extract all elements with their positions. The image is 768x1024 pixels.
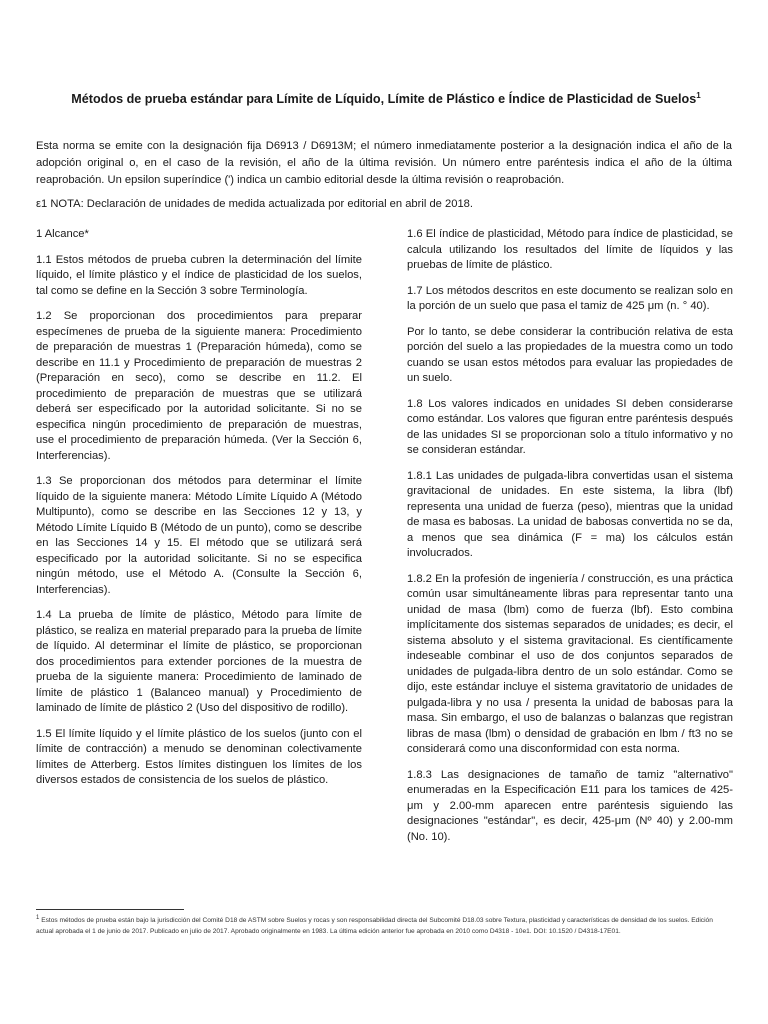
title-text: Métodos de prueba estándar para Límite de Líquido, Límite de Plástico e Índice de Plasticidad de Suelos xyxy=(71,92,697,107)
paragraph-1-4: 1.4 La prueba de límite de plástico, Método para límite de plástico, se realiza en material preparado para la prueba de límite de líquido. Al determinar el límite de plástico, se proporcionan dos procedimientos para extender porciones de la muestra de prueba de la siguiente manera: Procedimiento de laminado de límite de plástico 1 (Balanceo manual) y Procedimiento de laminado de límite de plástico 2 (Uso del dispositivo de rodillo). xyxy=(36,609,362,714)
paragraph-1-1: 1.1 Estos métodos de prueba cubren la determinación del límite líquido, el límite plástico y el índice de plasticidad de los suelos, tal como se define en la Sección 3 sobre Terminología. xyxy=(36,253,362,297)
paragraph-1-8-1: 1.8.1 Las unidades de pulgada-libra convertidas usan el sistema gravitacional de unidades. En este sistema, la libra (lbf) representa una unidad de fuerza (peso), mientras que la unidad de masa es babosas. La unidad de babosas convertida no se da, a menos que sea dinámica (F = ma) los cálculos están involucrados. xyxy=(407,469,733,559)
intro-section xyxy=(36,138,732,220)
paragraph-1-6: 1.6 El índice de plasticidad, Método para índice de plasticidad, se calcula utilizando los resultados del límite de líquidos y las pruebas de límite de plástico. xyxy=(407,228,733,271)
paragraph-1-2: 1.2 Se proporcionan dos procedimientos para preparar especímenes de prueba de la siguiente manera: Procedimiento de preparación de muestras 1 (Preparación húmeda), como se describe en 11.1 y Procedimiento de preparación de muestras 2 (Preparación en seco), como se describe en 11.2. El procedimiento de preparación de muestras que se utilizará deberá ser especificado por la autoridad solicitante. Si no se especifica ningún procedimiento de preparación de muestras, use el procedimiento de preparación húmeda. (Ver la Sección 6, Interferencias). xyxy=(36,310,362,462)
intro-paragraph: Esta norma se emite con la designación fija D6913 / D6913M; el número inmediatamente posterior a la designación indica el año de la adopción original o, en el caso de la revisión, el año de la última revisión. Un número entre paréntesis indica el año de la última reaprobación. Un epsilon superíndice (') indica un cambio editorial desde la última revisión o reaprobación. xyxy=(36,140,732,186)
paragraph-1-7-cont: Por lo tanto, se debe considerar la contribución relativa de esta porción del suelo a las propiedades de la muestra como un todo cuando se usan estos métodos para evaluar las propiedades de un suelo. xyxy=(407,325,733,384)
paragraph-1-8-2: 1.8.2 En la profesión de ingeniería / construcción, es una práctica común usar simultáneamente libras para representar tanto una unidad de masa (lbm) como de fuerza (lbf). Esto combina implícitamente dos sistemas separados de unidades; es decir, el sistema absoluto y el sistema gravitacional. Es científicamente indeseable combinar el uso de dos conjuntos separados de unidades de pulgada-libra dentro de un solo estándar. Como se dijo, este estándar incluye el sistema gravitatorio de unidades de pulgada-libra y no usa / presenta la unidad de babosas para la masa. Sin embargo, el uso de balanzas o balanzas que registran libras de masa (lbm) o densidad de grabación en lbm / ft3 no se considerará como una disconformidad con esta norma. xyxy=(407,572,733,755)
right-column xyxy=(407,227,733,855)
footnote xyxy=(36,913,732,937)
left-column xyxy=(36,227,362,799)
footnote-mark: 1 xyxy=(36,915,40,921)
editorial-note: ε1 NOTA: Declaración de unidades de medida actualizada por editorial en abril de 2018. xyxy=(36,198,474,210)
paragraph-1-3: 1.3 Se proporcionan dos métodos para determinar el límite líquido de la siguiente manera: Método Límite Líquido A (Método Multipunto), como se describe en las Secciones 12 y 13, y Método Límite Líquido B (Método de un punto), como se describe en las Secciones 14 y 15. El método que se utilizará será especificado por la autoridad solicitante. Si no se especifica ningún método, use el Método A. (Consulte la Sección 6, Interferencias). xyxy=(36,475,362,596)
paragraph-1-7: 1.7 Los métodos descritos en este documento se realizan solo en la porción de un suelo que pasa el tamiz de 425 μm (n. ° 40). xyxy=(407,284,733,312)
document-title xyxy=(36,88,736,107)
footnote-divider xyxy=(36,909,184,910)
paragraph-1-5: 1.5 El límite líquido y el límite plástico de los suelos (junto con el límite de contracción) a menudo se denominan colectivamente límites de Atterberg. Estos límites distinguen los límites de los diversos estados de consistencia de los suelos de plástico. xyxy=(36,727,362,786)
title-footnote-mark: 1 xyxy=(696,91,701,100)
section-heading-alcance: 1 Alcance* xyxy=(36,228,89,240)
footnote-text: Estos métodos de prueba están bajo la jurisdicción del Comité D18 de ASTM sobre Suelos y rocas y son responsabilidad directa del Subcomité D18.03 sobre Textura, plasticidad y características de densidad de los suelos. Edición actual aprobada el 1 de junio de 2017. Publicado en julio de 2017. Aprobado originalmente en 1983. La última edición anterior fue aprobada en 2010 como D4318 - 10e1. DOI: 10.1520 / D4318-17E01. xyxy=(36,917,713,936)
paragraph-1-8-3: 1.8.3 Las designaciones de tamaño de tamiz "alternativo" enumeradas en la Especificación E11 para los tamices de 425-μm y 2.00-mm aparecen entre paréntesis siguiendo las designaciones "estándar", es decir, 425-μm (Nº 40) y 2.00-mm (No. 10). xyxy=(407,768,733,843)
paragraph-1-8: 1.8 Los valores indicados en unidades SI deben considerarse como estándar. Los valores que figuran entre paréntesis después de las unidades SI se proporcionan solo a título informativo y no se consideran estándar. xyxy=(407,397,733,456)
